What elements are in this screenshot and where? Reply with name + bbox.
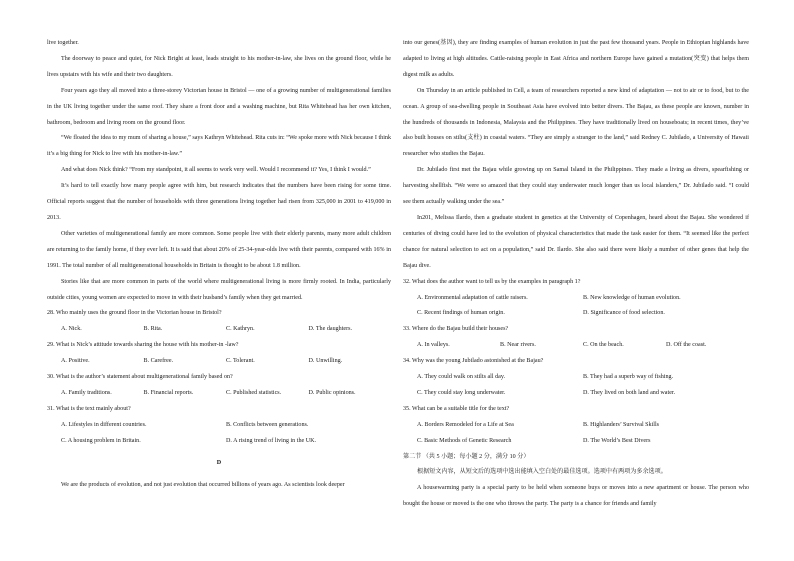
question-34: 34. Why was the young Jubilado astonished at the Bajau? xyxy=(403,358,544,365)
option[interactable]: C. Published statistics. xyxy=(226,389,282,396)
option[interactable]: D. Unwilling. xyxy=(308,358,343,365)
option[interactable]: B. Rita. xyxy=(143,326,163,333)
options-34 xyxy=(403,370,749,402)
option[interactable]: B. They had a superb way of fishing. xyxy=(583,374,674,381)
paragraph: Dr. Jubilado first met the Bajau while growing up on Samal Island in the Philippines. They made a living as divers, spearfishing or harvesting shellfish. “We were so amazed that they could stay underwater much longer than us local islanders,” Dr. Jubilado said. “I could see them actually walking under the sea.” xyxy=(403,167,749,206)
option[interactable]: A. Nick. xyxy=(61,326,82,333)
section-heading: 第二节 （共 5 小题；每小题 2 分，满分 10 分） xyxy=(403,453,530,460)
option[interactable]: B. Financial reports. xyxy=(143,389,194,396)
option[interactable]: A. Lifestyles in different countries. xyxy=(61,421,147,428)
option[interactable]: A. Positive. xyxy=(61,358,90,365)
paragraph: into our genes(基因), they are finding examples of human evolution in just the past few thousand years. People in Ethiopian highlands have adapted to living at high altitudes. Cattle-raising people in East Africa and northern Europe have gained a mutation(突变) that helps them digest milk as adults. xyxy=(403,40,749,78)
option[interactable]: B. Carefree. xyxy=(143,358,174,365)
option[interactable]: D. The daughters. xyxy=(308,326,353,333)
options-29 xyxy=(47,354,391,370)
question-29: 29. What is Nick’s attitude towards sharing the house with his mother-in -law? xyxy=(47,342,239,349)
option[interactable]: B. Highlanders’ Survival Skills xyxy=(583,421,660,428)
question-28: 28. Who mainly uses the ground floor in the Victorian house in Bristol? xyxy=(47,310,222,317)
paragraph: On Thursday in an article published in Cell, a team of researchers reported a new kind of adaptation — not to air or to food, but to the ocean. A group of sea-dwelling people in Southeast Asia have evolved into better divers. The Bajau, as these people are known, number in the hundreds of thousands in Indonesia, Malaysia and the Philippines. They have traditionally lived on houseboats; in recent times, they’ve also built houses on stilts(支柱) in coastal waters. “They are simply a stranger to the land,” said Redney C. Jubilado, a University of Hawaii researcher who studies the Bajau. xyxy=(403,87,749,158)
options-28 xyxy=(47,322,391,338)
section-instructions: 根据短文内容，从短文后的选项中选出能填入空白处的最佳选项。选项中有两项为多余选项。 xyxy=(417,469,667,476)
question-30: 30. What is the author’s statement about multigenerational family based on? xyxy=(47,374,233,381)
option[interactable]: A. Borders Remodeled for a Life at Sea xyxy=(417,421,514,428)
option[interactable]: B. Conflicts between generations. xyxy=(226,421,309,428)
option[interactable]: C. A housing problem in Britain. xyxy=(61,437,141,444)
option[interactable]: B. New knowledge of human evolution. xyxy=(583,294,681,301)
paragraph: And what does Nick think? “From my standpoint, it all seems to work very well. Would I recommend it? Yes, I think I would.” xyxy=(61,167,371,174)
option[interactable]: A. In valleys. xyxy=(417,342,450,349)
option[interactable]: C. On the beach. xyxy=(583,342,624,349)
left-column xyxy=(47,36,391,494)
option[interactable]: C. Kathryn. xyxy=(226,326,255,333)
option[interactable]: C. They could stay long underwater. xyxy=(417,389,506,396)
option[interactable]: A. They could walk on stilts all day. xyxy=(417,374,506,381)
passage-heading-d: D xyxy=(216,459,222,466)
options-30 xyxy=(47,386,391,402)
options-32 xyxy=(403,291,749,323)
option[interactable]: A. Family traditions. xyxy=(61,389,112,396)
options-31 xyxy=(47,418,391,450)
question-35: 35. What can be a suitable title for the text? xyxy=(403,405,510,412)
right-column xyxy=(403,36,749,513)
option[interactable]: A. Environmental adaptation of cattle raisers. xyxy=(417,294,528,301)
paragraph: “We floated the idea to my mum of sharing a house,” says Kathryn Whitehead. Rita cuts in: “We spoke more with Nick because I think it’s a big thing for Nick to live with his mother-in-law.” xyxy=(47,135,391,158)
option[interactable]: D. They lived on both land and water. xyxy=(583,389,676,396)
paragraph: Four years ago they all moved into a three-storey Victorian house in Bristol — one of a growing number of multigenerational families in the UK living together under the same roof. They share a front door and a washing machine, but Rita Whitehead has her own kitchen, bathroom, bedroom and living room on the ground floor. xyxy=(47,87,391,126)
question-31: 31. What is the text mainly about? xyxy=(47,405,131,412)
option[interactable]: D. A rising trend of living in the UK. xyxy=(226,437,317,444)
paragraph: We are the products of evolution, and not just evolution that occurred billions of years ago. As scientists look deeper xyxy=(61,481,345,488)
option[interactable]: D. Public opinions. xyxy=(308,389,356,396)
paragraph: Other varieties of multigenerational family are more common. Some people live with their elderly parents, many more adult children are returning to the family home, if they ever left. It is said that about 20% of 25-34-year-olds live with their parents, compared with 16% in 1991. The total number of all multigenerational households in Britain is thought to be about 1.8 million. xyxy=(47,230,391,269)
passage-continuation: live together. xyxy=(47,40,79,46)
option[interactable]: B. Near rivers. xyxy=(500,342,536,349)
option[interactable]: D. Off the coast. xyxy=(666,342,707,349)
option[interactable]: D. The World’s Best Divers xyxy=(583,437,651,444)
options-35 xyxy=(403,418,749,450)
paragraph: It’s hard to tell exactly how many people agree with him, but research indicates that the numbers have been rising for some time. Official reports suggest that the number of households with three generations living together had risen from 325,000 in 2001 to 419,000 in 2013. xyxy=(47,183,391,221)
options-33 xyxy=(403,338,749,354)
option[interactable]: C. Basic Methods of Genetic Research xyxy=(417,437,512,444)
paragraph: The doorway to peace and quiet, for Nick Bright at least, leads straight to his mother-in-law, she lives on the ground floor, while he lives upstairs with his wife and their two daughters. xyxy=(47,55,391,78)
question-33: 33. Where do the Bajau build their houses? xyxy=(403,326,509,333)
option[interactable]: C. Recent findings of human origin. xyxy=(417,310,505,317)
paragraph: In201, Melissa Ilardo, then a graduate student in genetics at the University of Copenhagen, heard about the Bajau. She wondered if centuries of diving could have led to the evolution of physical characteristics that made the task easier for them. “It seemed like the perfect chance for natural selection to act on a population,” said Dr. Ilardo. She also said there were likely a number of other genes that help the Bajau dive. xyxy=(403,214,749,269)
paragraph: A housewarming party is a special party to be held when someone buys or moves into a new apartment or house. The person who bought the house or moved is the one who throws the party. The party is a chance for friends and family xyxy=(403,485,749,508)
question-32: 32. What does the author want to tell us by the examples in paragraph 1? xyxy=(403,278,581,285)
option[interactable]: D. Significance of food selection. xyxy=(583,310,665,317)
paragraph: Stories like that are more common in parts of the world where multigenerational living is more firmly rooted. In India, particularly outside cities, young women are expected to move in with their husband’s family when they get married. xyxy=(47,278,391,301)
option[interactable]: C. Tolerant. xyxy=(226,358,255,365)
